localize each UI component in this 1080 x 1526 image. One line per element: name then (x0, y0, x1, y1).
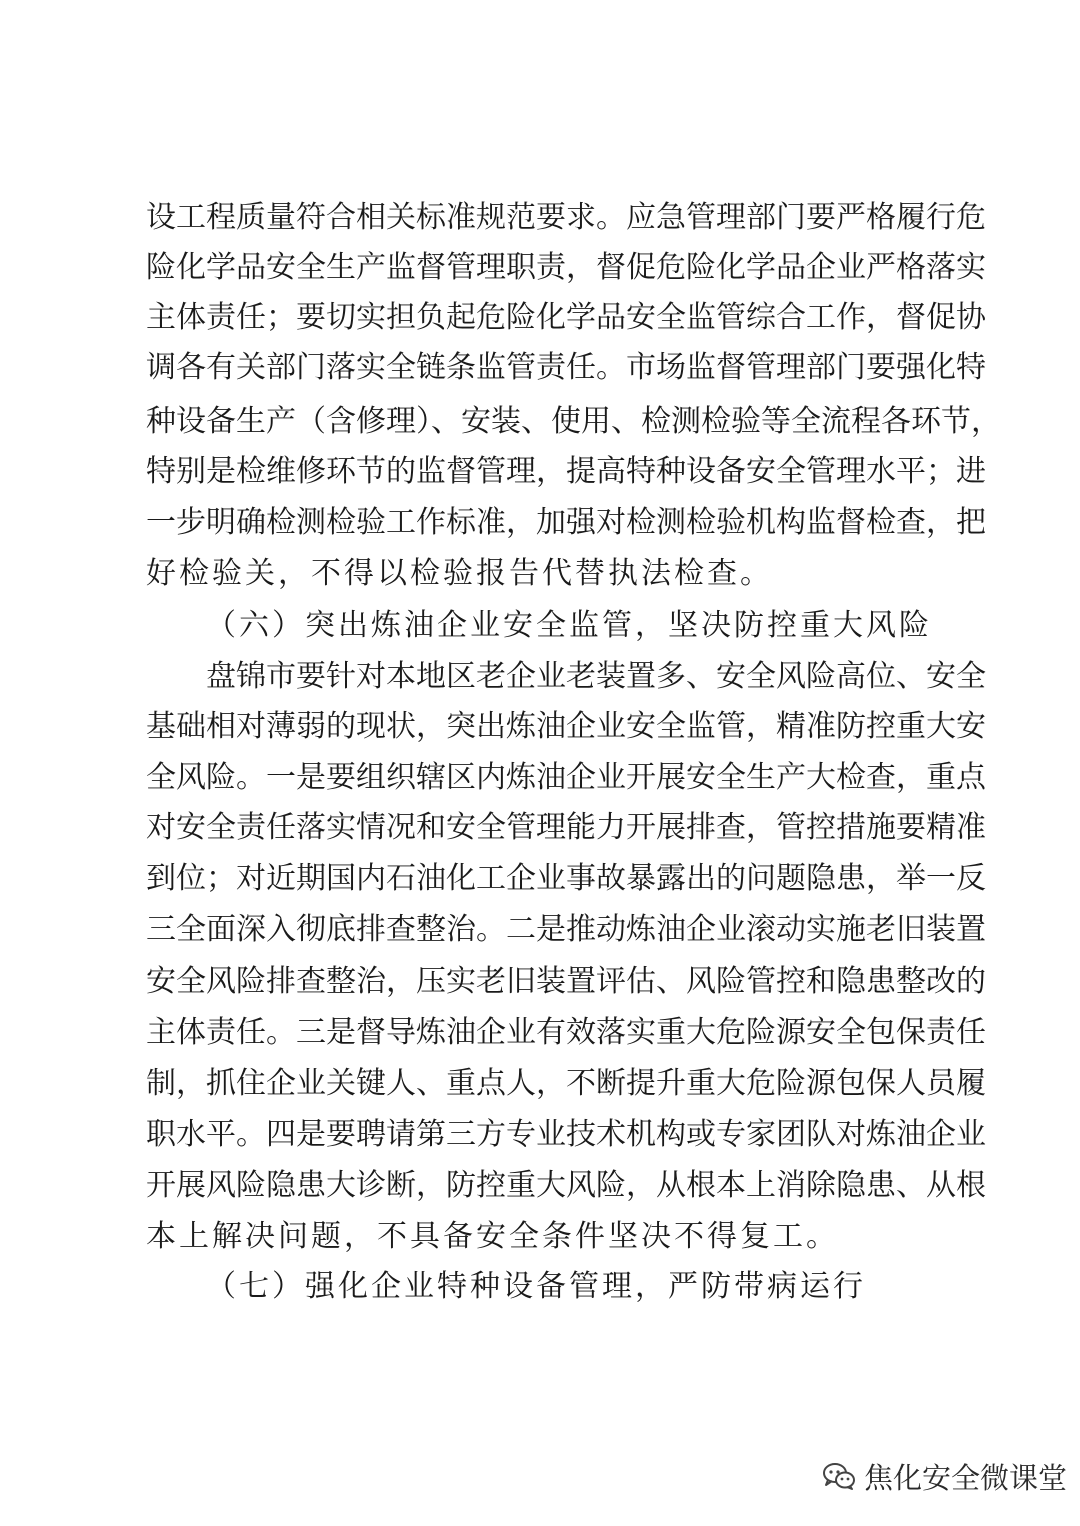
paragraph-line: 一步明确检测检验工作标准，加强对检测检验机构监督检查，把 (146, 505, 986, 540)
watermark (822, 1456, 1067, 1496)
paragraph-line: 对安全责任落实情况和安全管理能力开展排查，管控措施要精准 (146, 810, 986, 845)
paragraph-line: 三全面深入彻底排查整治。二是推动炼油企业滚动实施老旧装置 (146, 912, 986, 947)
paragraph-line: 险化学品安全生产监督管理职责，督促危险化学品企业严格落实 (146, 250, 986, 285)
paragraph-line: 好检验关，不得以检验报告代替执法检查。 (146, 556, 773, 591)
paragraph-line: 种设备生产（含修理）、安装、使用、检测检验等全流程各环节， (146, 404, 1001, 439)
wechat-icon (822, 1461, 856, 1491)
paragraph-line: 本上解决问题，不具备安全条件坚决不得复工。 (146, 1219, 839, 1254)
paragraph-line: 开展风险隐患大诊断，防控重大风险，从根本上消除隐患、从根 (146, 1168, 986, 1203)
paragraph-line: 盘锦市要针对本地区老企业老装置多、安全风险高位、安全 (206, 659, 986, 694)
paragraph-line: 安全风险排查整治，压实老旧装置评估、风险管控和隐患整改的 (146, 964, 986, 999)
paragraph-line: 设工程质量符合相关标准规范要求。应急管理部门要严格履行危 (146, 200, 986, 235)
paragraph-line: 主体责任。三是督导炼油企业有效落实重大危险源安全包保责任 (146, 1015, 986, 1050)
paragraph-line: 到位；对近期国内石油化工企业事故暴露出的问题隐患，举一反 (146, 861, 986, 896)
paragraph-line: 特别是检维修环节的监督管理，提高特种设备安全管理水平；进 (146, 454, 986, 489)
paragraph-line: 基础相对薄弱的现状，突出炼油企业安全监管，精准防控重大安 (146, 709, 986, 744)
paragraph-line: 主体责任；要切实担负起危险化学品安全监管综合工作，督促协 (146, 300, 986, 335)
paragraph-line: 全风险。一是要组织辖区内炼油企业开展安全生产大检查，重点 (146, 760, 986, 795)
paragraph-line: 制，抓住企业关键人、重点人，不断提升重大危险源包保人员履 (146, 1066, 986, 1101)
section-heading-7: （七）强化企业特种设备管理，严防带病运行 (206, 1269, 866, 1304)
section-heading-6: （六）突出炼油企业安全监管，坚决防控重大风险 (206, 608, 932, 643)
paragraph-line: 职水平。四是要聘请第三方专业技术机构或专家团队对炼油企业 (146, 1117, 986, 1152)
paragraph-line: 调各有关部门落实全链条监管责任。市场监督管理部门要强化特 (146, 350, 986, 385)
watermark-text: 焦化安全微课堂 (864, 1460, 1068, 1495)
